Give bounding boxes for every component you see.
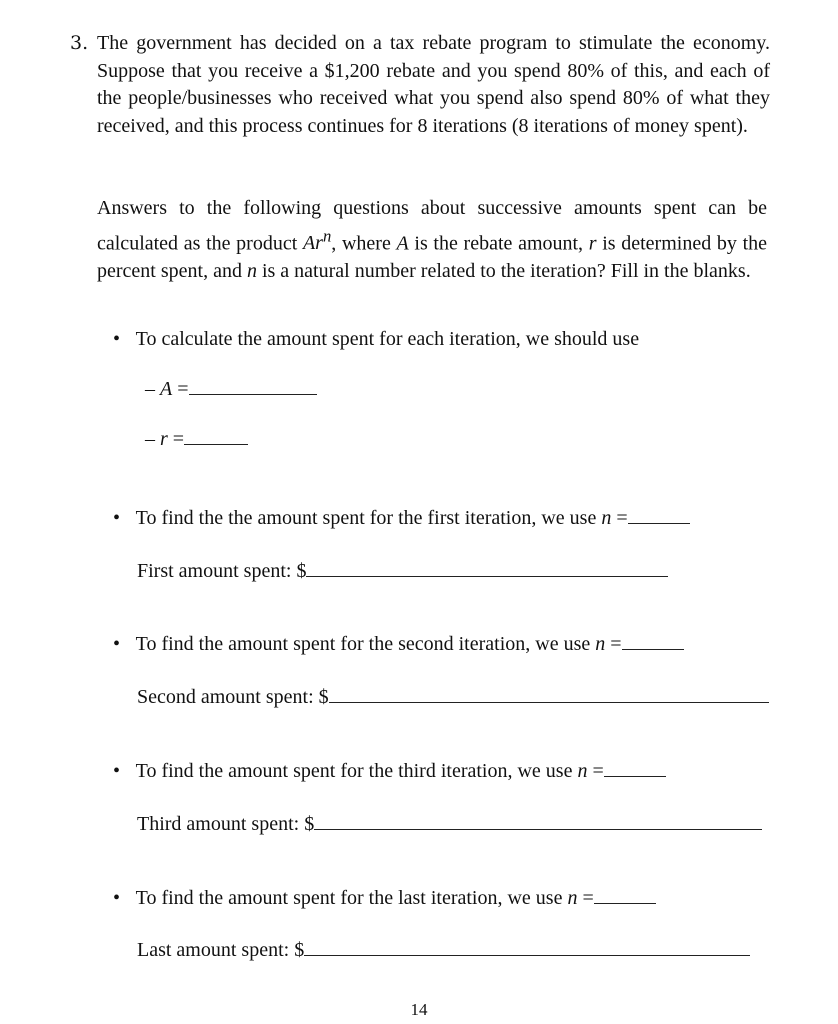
bullet-item-1	[113, 328, 639, 351]
intro-paragraph: Answers to the following questions about successive amounts spent can be calculated as the product Ar$^n$, where A is the rebate amount, r is determined by the percent spent, and n is a natural number related to the iteration? Fill in the blanks.	[97, 197, 767, 282]
last-amount-blank-field[interactable]	[304, 937, 750, 956]
bullet-icon: •	[113, 328, 121, 350]
var-r-label: r	[160, 428, 168, 450]
n-last-blank-field[interactable]	[594, 885, 656, 904]
var-a: A	[396, 232, 409, 255]
bullet-item-5: • To find the amount spent for the last iteration, we use n =	[113, 885, 656, 910]
bullet-text: To find the the amount spent for the first iteration, we use	[135, 507, 602, 529]
third-amount-label: Third amount spent: $	[137, 813, 315, 835]
problem-number: 3.	[70, 32, 89, 54]
bullet-icon: •	[113, 887, 121, 909]
third-amount-row	[137, 811, 762, 836]
third-amount-blank-field[interactable]	[314, 811, 762, 830]
bullet-item-2: • To find the the amount spent for the first iteration, we use n =	[113, 505, 690, 530]
second-amount-label: Second amount spent: $	[137, 686, 329, 708]
sub-item-r: – r =	[145, 426, 248, 451]
second-amount-blank-field[interactable]	[329, 684, 769, 703]
problem-text: The government has decided on a tax rebate program to stimulate the economy. Suppose that you receive a $1,200 rebate and you spend 80% of this, and each of the people/businesses who received what you spend also spend 80% of what they received, and this process continues for 8 iterations (8 iterations of money spent).	[97, 32, 770, 137]
formula-exponent: n	[322, 226, 332, 246]
first-amount-row	[137, 558, 668, 583]
var-a-label: A	[160, 378, 173, 400]
var-n: n	[246, 259, 257, 282]
bullet-text: To find the amount spent for the third iteration, we use	[135, 760, 578, 782]
n-third-blank-field[interactable]	[604, 758, 666, 777]
sub-item-a: – A =	[145, 376, 317, 401]
bullet-text: To find the amount spent for the last iteration, we use	[135, 887, 568, 909]
a-blank-field[interactable]	[189, 376, 317, 395]
last-amount-label: Last amount spent: $	[137, 939, 305, 961]
bullet-item-4: • To find the amount spent for the third iteration, we use n =	[113, 758, 666, 783]
last-amount-row	[137, 937, 750, 962]
page-number: 14	[410, 1000, 428, 1019]
problem-statement	[70, 30, 770, 140]
bullet-text: To find the amount spent for the second iteration, we use	[135, 633, 596, 655]
n-second-blank-field[interactable]	[622, 631, 684, 650]
var-r: r	[588, 232, 597, 255]
second-amount-row	[137, 684, 769, 709]
n-first-blank-field[interactable]	[628, 505, 690, 524]
intro-text-1: Answers to the following questions about successive amounts spent can be calculated as the product	[97, 197, 767, 255]
bullet-item-3: • To find the amount spent for the second iteration, we use n =	[113, 631, 684, 656]
first-amount-label: First amount spent: $	[137, 560, 307, 582]
bullet-icon: •	[113, 633, 121, 655]
bullet-icon: •	[113, 760, 121, 782]
bullet-text: To calculate the amount spent for each iteration, we should use	[135, 328, 640, 350]
r-blank-field[interactable]	[184, 426, 248, 445]
bullet-icon: •	[113, 507, 121, 529]
formula: Ar$^n$	[302, 226, 332, 255]
first-amount-blank-field[interactable]	[306, 558, 668, 577]
